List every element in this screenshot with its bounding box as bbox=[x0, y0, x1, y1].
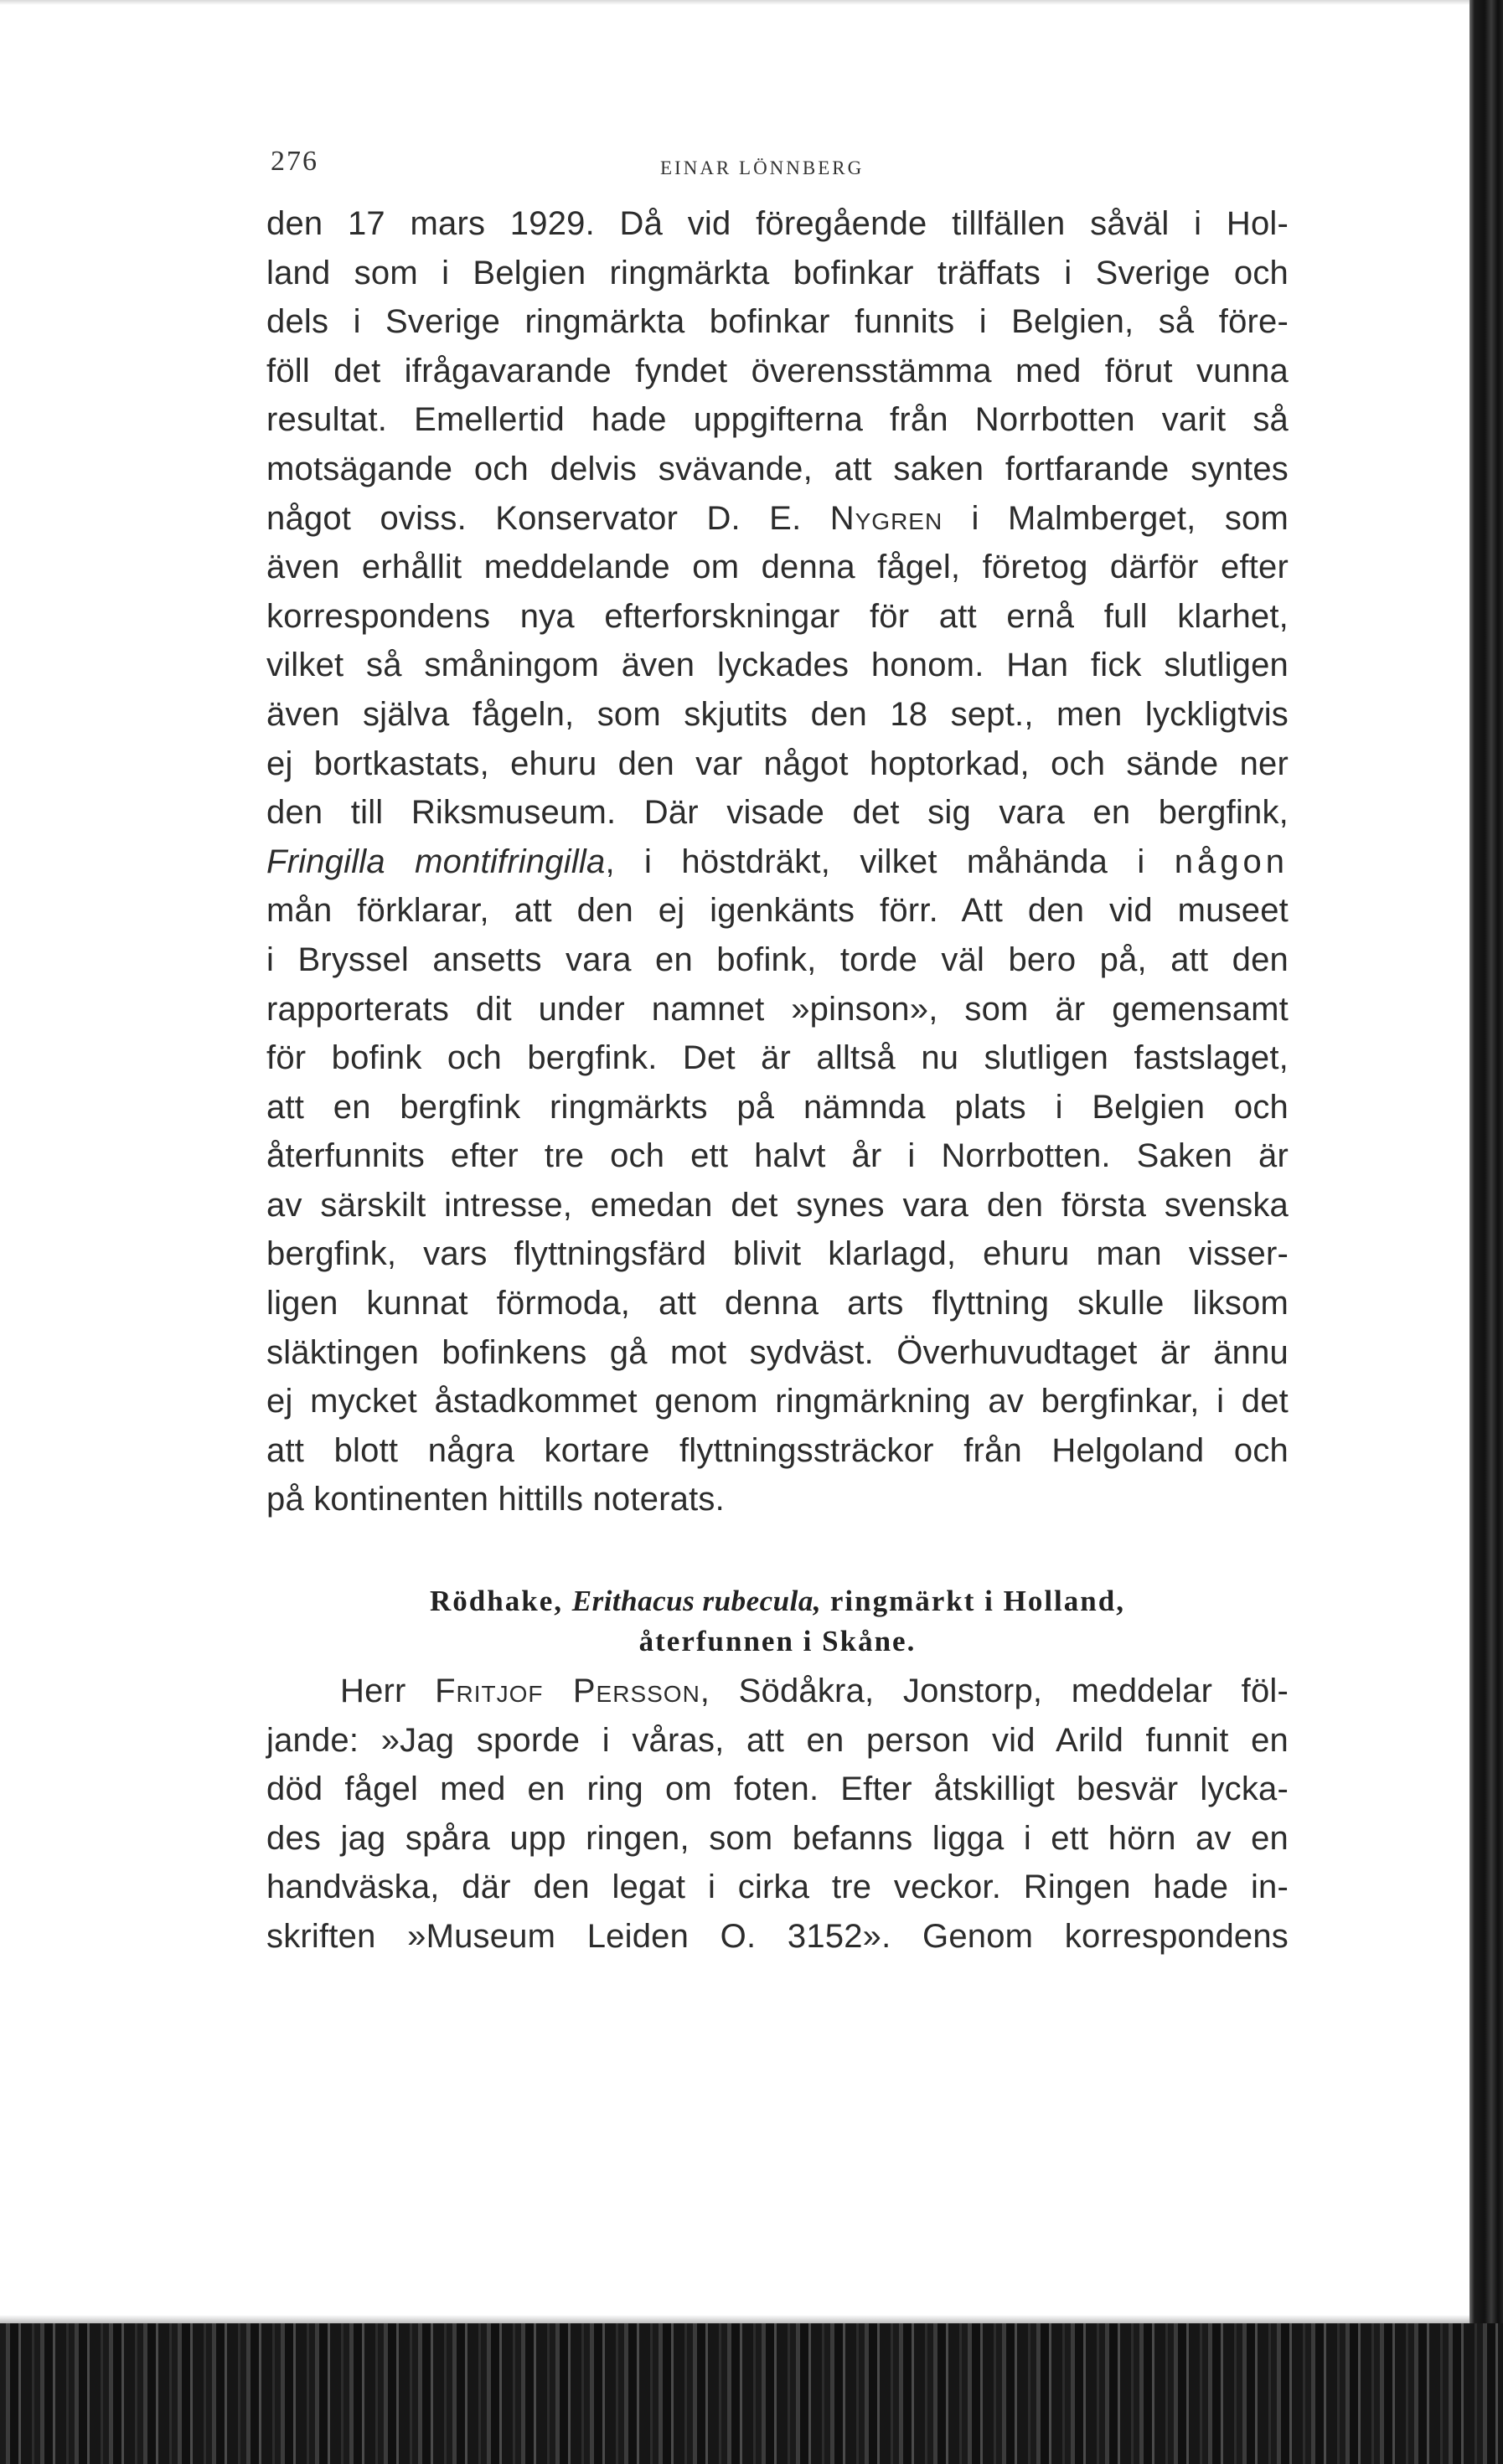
text-line: dels i Sverige ringmärkta bofinkar funnits i Belgien, så före- bbox=[266, 303, 1289, 341]
text-line: den till Riksmuseum. Där visade det sig vara en bergfink, bbox=[266, 794, 1289, 832]
scan-right-edge bbox=[1469, 0, 1503, 2464]
book-page bbox=[266, 142, 1289, 1961]
text-line: motsägande och delvis svävande, att saken fortfarande syntes bbox=[266, 450, 1289, 487]
page-number: 276 bbox=[271, 146, 318, 177]
species-name: Fringilla montifringilla bbox=[266, 843, 606, 880]
text-line: vilket så småningom även lyckades honom. Han fick slutligen bbox=[266, 647, 1289, 684]
text-line: des jag spåra upp ringen, som befanns ligga i ett hörn av en bbox=[266, 1819, 1289, 1857]
heading-line: återfunnen i Skåne. bbox=[638, 1625, 917, 1658]
section-heading bbox=[266, 1581, 1289, 1662]
author-name: Nygren bbox=[829, 499, 943, 537]
text-line: att blott några kortare flyttningssträckor från Helgoland och bbox=[266, 1431, 1289, 1469]
text-run: i Malmberget, som bbox=[943, 499, 1289, 537]
running-head bbox=[266, 142, 1289, 193]
heading-line bbox=[266, 1581, 1289, 1621]
heading-text: Rödhake, bbox=[430, 1585, 572, 1618]
text-line: bergfink, vars flyttningsfärd blivit klarlagd, ehuru man visser- bbox=[266, 1235, 1289, 1273]
text-run: något oviss. Konservator D. E. bbox=[266, 499, 830, 537]
text-line: att en bergfink ringmärkts på nämnda plats i Belgien och bbox=[266, 1088, 1289, 1126]
text-run: Herr bbox=[340, 1673, 436, 1710]
text-line: föll det ifrågavarande fyndet överensstämma med förut vunna bbox=[266, 352, 1289, 389]
text-line: i Bryssel ansetts vara en bofink, torde väl bero på, att den bbox=[266, 941, 1289, 978]
text-line bbox=[266, 494, 1289, 544]
spaced-word: någon bbox=[1174, 843, 1289, 880]
text-line: den 17 mars 1929. Då vid föregående tillfällen såväl i Hol- bbox=[266, 205, 1289, 242]
text-line: även erhållit meddelande om denna fågel, företog därför efter bbox=[266, 549, 1289, 586]
text-line bbox=[266, 838, 1289, 887]
text-line: jande: »Jag sporde i våras, att en person vid Arild funnit en bbox=[266, 1721, 1289, 1759]
text-line: ligen kunnat förmoda, att denna arts flyttning skulle liksom bbox=[266, 1285, 1289, 1322]
text-line: handväska, där den legat i cirka tre veckor. Ringen hade in- bbox=[266, 1869, 1289, 1906]
text-line: på kontinenten hittills noterats. bbox=[266, 1481, 725, 1518]
text-line: för bofink och bergfink. Det är alltså nu slutligen fastslaget, bbox=[266, 1039, 1289, 1077]
text-run: , Södåkra, Jonstorp, meddelar föl- bbox=[700, 1673, 1289, 1710]
heading-species: Erithacus rubecula, bbox=[571, 1585, 822, 1618]
paragraph-bergfink bbox=[266, 199, 1289, 1524]
text-run: , i höstdräkt, vilket måhända i bbox=[605, 843, 1175, 880]
text-line: mån förklarar, att den ej igenkänts förr. Att den vid museet bbox=[266, 892, 1289, 930]
text-line: återfunnits efter tre och ett halvt år i Norrbotten. Saken är bbox=[266, 1137, 1289, 1175]
text-line: av särskilt intresse, emedan det synes vara den första svenska bbox=[266, 1186, 1289, 1224]
scan-bottom-shadow bbox=[0, 2315, 1469, 2323]
scan-bottom-band bbox=[0, 2323, 1503, 2464]
running-title: EINAR LÖNNBERG bbox=[660, 157, 865, 178]
text-line bbox=[266, 1667, 1289, 1716]
text-line: ej mycket åstadkommet genom ringmärkning av bergfinkar, i det bbox=[266, 1383, 1289, 1420]
author-name: Fritjof Persson bbox=[435, 1673, 700, 1710]
text-line: resultat. Emellertid hade uppgifterna från Norrbotten varit så bbox=[266, 401, 1289, 439]
text-line: rapporterats dit under namnet »pinson», som är gemensamt bbox=[266, 990, 1289, 1028]
text-line: korrespondens nya efterforskningar för att ernå full klarhet, bbox=[266, 597, 1289, 635]
text-line: skriften »Museum Leiden O. 3152». Genom korrespondens bbox=[266, 1918, 1289, 1955]
text-line: även själva fågeln, som skjutits den 18 sept., men lyckligtvis bbox=[266, 695, 1289, 733]
heading-text: ringmärkt i Holland, bbox=[821, 1585, 1125, 1618]
text-line: land som i Belgien ringmärkta bofinkar träffats i Sverige och bbox=[266, 254, 1289, 291]
paragraph-rodhake bbox=[266, 1667, 1289, 1961]
scan-top-edge bbox=[0, 0, 1469, 5]
text-line: släktingen bofinkens gå mot sydväst. Överhuvudtaget är ännu bbox=[266, 1333, 1289, 1371]
text-line: död fågel med en ring om foten. Efter åtskilligt besvär lycka- bbox=[266, 1771, 1289, 1808]
text-line: ej bortkastats, ehuru den var något hoptorkad, och sände ner bbox=[266, 745, 1289, 782]
